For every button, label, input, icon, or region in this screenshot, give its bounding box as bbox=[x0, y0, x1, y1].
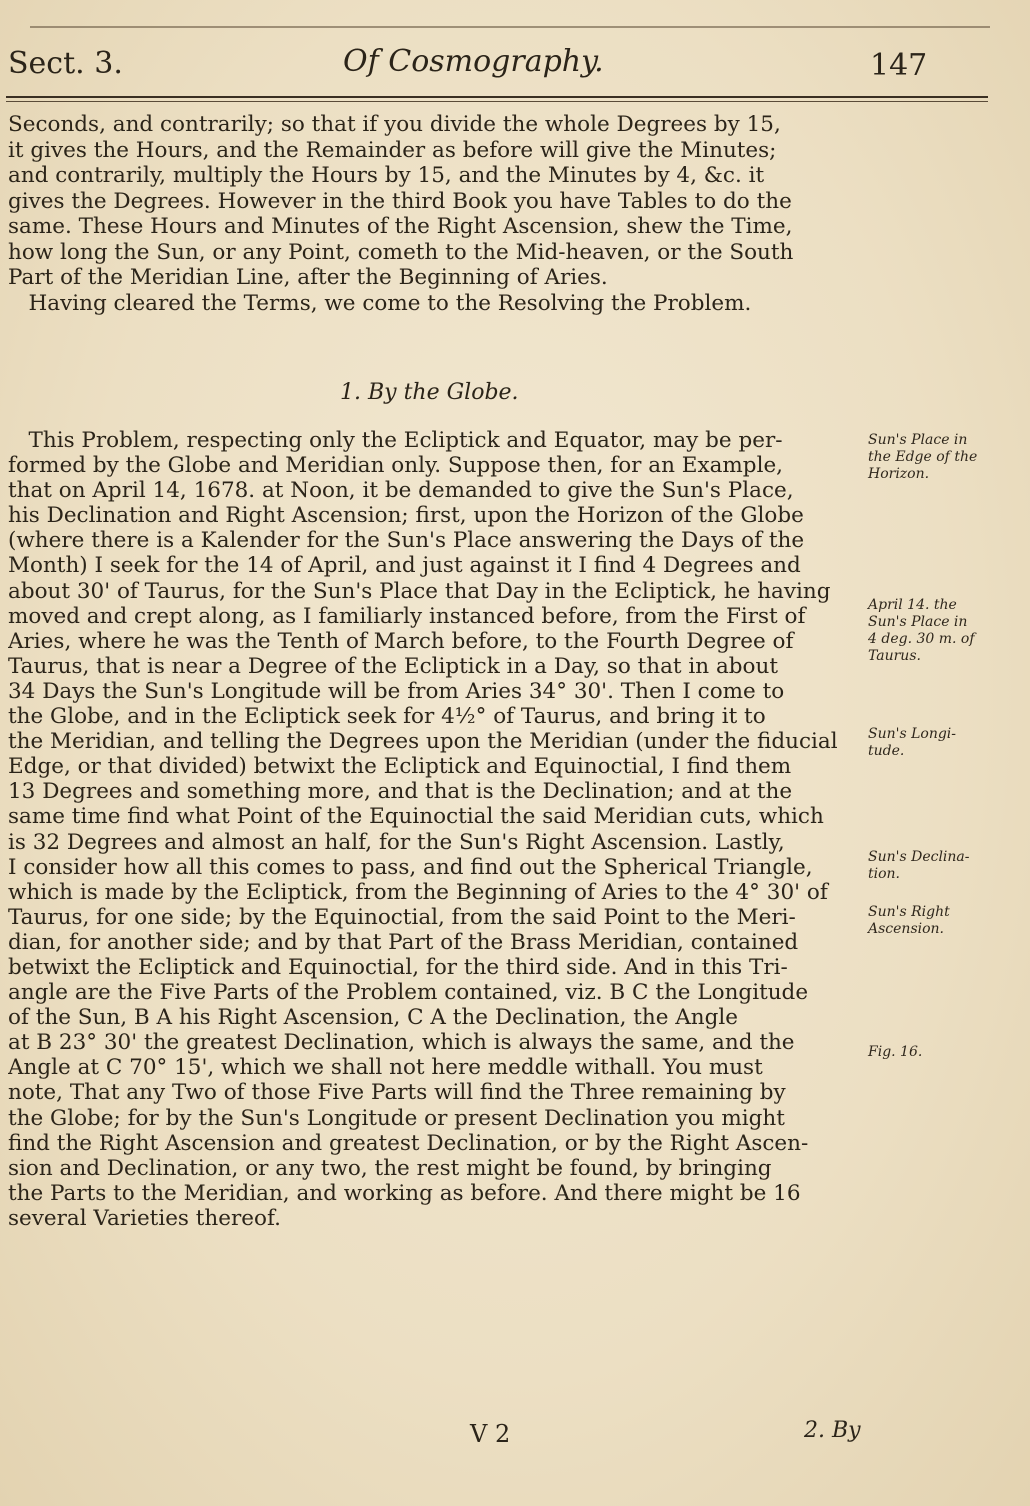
margin-note-line: Taurus. bbox=[868, 648, 921, 664]
text-line: his Declination and Right Ascension; first, upon the Horizon of the Globe bbox=[8, 503, 804, 529]
margin-note-line: Sun's Longi- bbox=[868, 726, 957, 742]
section-label: Sect. 3. bbox=[8, 46, 123, 81]
text-line: find the Right Ascension and greatest Declination, or by the Right Ascen- bbox=[8, 1130, 809, 1156]
margin-note-line: Sun's Place in bbox=[868, 432, 968, 448]
text-line: Aries, where he was the Tenth of March before, to the Fourth Degree of bbox=[8, 628, 794, 654]
margin-note-line: Sun's Right bbox=[868, 904, 950, 920]
text-line: about 30' of Taurus, for the Sun's Place that Day in the Ecliptick, he having bbox=[8, 578, 831, 604]
page-title: Of Cosmography. bbox=[343, 44, 604, 79]
text-line: Taurus, for one side; by the Equinoctial, from the said Point to the Meri- bbox=[8, 904, 796, 930]
page-number: 147 bbox=[870, 48, 928, 83]
margin-note bbox=[868, 904, 1018, 938]
text-line: dian, for another side; and by that Part of the Brass Meridian, contained bbox=[8, 929, 799, 955]
text-line: how long the Sun, or any Point, cometh to the Mid-heaven, or the South bbox=[8, 239, 794, 265]
text-line: which is made by the Ecliptick, from the Beginning of Aries to the 4° 30' of bbox=[8, 879, 828, 905]
margin-note-line: the Edge of the bbox=[868, 449, 978, 465]
catchword: 2. By bbox=[804, 1418, 861, 1443]
section-heading: 1. By the Globe. bbox=[340, 380, 519, 405]
margin-note-line: Sun's Place in bbox=[868, 614, 968, 630]
text-line: Part of the Meridian Line, after the Beginning of Aries. bbox=[8, 265, 608, 290]
text-line: 34 Days the Sun's Longitude will be from Aries 34° 30'. Then I come to bbox=[8, 678, 785, 704]
margin-note-line: tude. bbox=[868, 743, 905, 759]
top-edge-rule bbox=[30, 26, 990, 28]
text-line: the Parts to the Meridian, and working as before. And there might be 16 bbox=[8, 1180, 801, 1206]
text-line: (where there is a Kalender for the Sun's Place answering the Days of the bbox=[8, 528, 805, 554]
text-line: 13 Degrees and something more, and that is the Declination; and at the bbox=[8, 779, 793, 805]
text-line: and contrarily, multiply the Hours by 15, and the Minutes by 4, &c. it bbox=[8, 163, 765, 188]
margin-note-line: Fig. 16. bbox=[868, 1044, 923, 1060]
margin-note-line: 4 deg. 30 m. of bbox=[868, 631, 975, 647]
text-line: same time find what Point of the Equinoctial the said Meridian cuts, which bbox=[8, 804, 824, 830]
text-line: the Globe, and in the Ecliptick seek for 4½° of Taurus, and bring it to bbox=[8, 704, 766, 730]
text-line: formed by the Globe and Meridian only. Suppose then, for an Example, bbox=[8, 453, 784, 479]
text-line: Angle at C 70° 15', which we shall not here meddle withall. You must bbox=[8, 1055, 763, 1081]
header-rule-thin bbox=[6, 101, 988, 102]
text-line: gives the Degrees. However in the third Book you have Tables to do the bbox=[8, 188, 792, 214]
text-line: moved and crept along, as I familiarly instanced before, from the First of bbox=[8, 603, 806, 629]
text-line: I consider how all this comes to pass, and find out the Spherical Triangle, bbox=[8, 854, 813, 880]
text-line: note, That any Two of those Five Parts will find the Three remaining by bbox=[8, 1080, 786, 1106]
paragraph-1 bbox=[8, 112, 860, 316]
text-line: Month) I seek for the 14 of April, and just against it I find 4 Degrees and bbox=[8, 553, 801, 579]
margin-note-line: tion. bbox=[868, 866, 900, 882]
margin-note bbox=[868, 726, 1018, 760]
margin-note bbox=[868, 849, 1018, 883]
text-line: angle are the Five Parts of the Problem contained, viz. B C the Longitude bbox=[8, 980, 809, 1006]
margin-note-line: April 14. the bbox=[868, 597, 957, 613]
text-line: it gives the Hours, and the Remainder as before will give the Minutes; bbox=[8, 137, 777, 163]
margin-note-line: Sun's Declina- bbox=[868, 849, 970, 865]
paragraph-2 bbox=[8, 428, 868, 1231]
margin-note-line: Horizon. bbox=[868, 466, 930, 482]
running-header bbox=[8, 40, 948, 90]
text-line: same. These Hours and Minutes of the Right Ascension, shew the Time, bbox=[8, 214, 793, 239]
text-line: This Problem, respecting only the Ecliptick and Equator, may be per- bbox=[8, 428, 783, 453]
text-line: Edge, or that divided) betwixt the Ecliptick and Equinoctial, I find them bbox=[8, 754, 792, 780]
signature-mark: V 2 bbox=[470, 1420, 511, 1448]
text-line: Seconds, and contrarily; so that if you divide the whole Degrees by 15, bbox=[8, 112, 781, 137]
text-line: Taurus, that is near a Degree of the Ecliptick in a Day, so that in about bbox=[8, 653, 778, 679]
text-line: at B 23° 30' the greatest Declination, which is always the same, and the bbox=[8, 1030, 795, 1056]
text-line: betwixt the Ecliptick and Equinoctial, for the third side. And in this Tri- bbox=[8, 954, 788, 980]
margin-note-line: Ascension. bbox=[868, 921, 944, 937]
text-line: of the Sun, B A his Right Ascension, C A the Declination, the Angle bbox=[8, 1005, 739, 1031]
text-line: several Varieties thereof. bbox=[8, 1205, 281, 1231]
text-line: Having cleared the Terms, we come to the Resolving the Problem. bbox=[8, 290, 752, 316]
text-line: sion and Declination, or any two, the rest might be found, by bringing bbox=[8, 1155, 772, 1181]
text-line: the Globe; for by the Sun's Longitude or present Declination you might bbox=[8, 1105, 785, 1131]
text-line: the Meridian, and telling the Degrees upon the Meridian (under the fiducial bbox=[8, 729, 838, 755]
margin-note bbox=[868, 1044, 1018, 1061]
text-line: that on April 14, 1678. at Noon, it be demanded to give the Sun's Place, bbox=[8, 478, 794, 504]
header-rule bbox=[6, 96, 988, 98]
text-line: is 32 Degrees and almost an half, for the Sun's Right Ascension. Lastly, bbox=[8, 829, 785, 855]
margin-note bbox=[868, 597, 1018, 665]
margin-note bbox=[868, 432, 1018, 483]
